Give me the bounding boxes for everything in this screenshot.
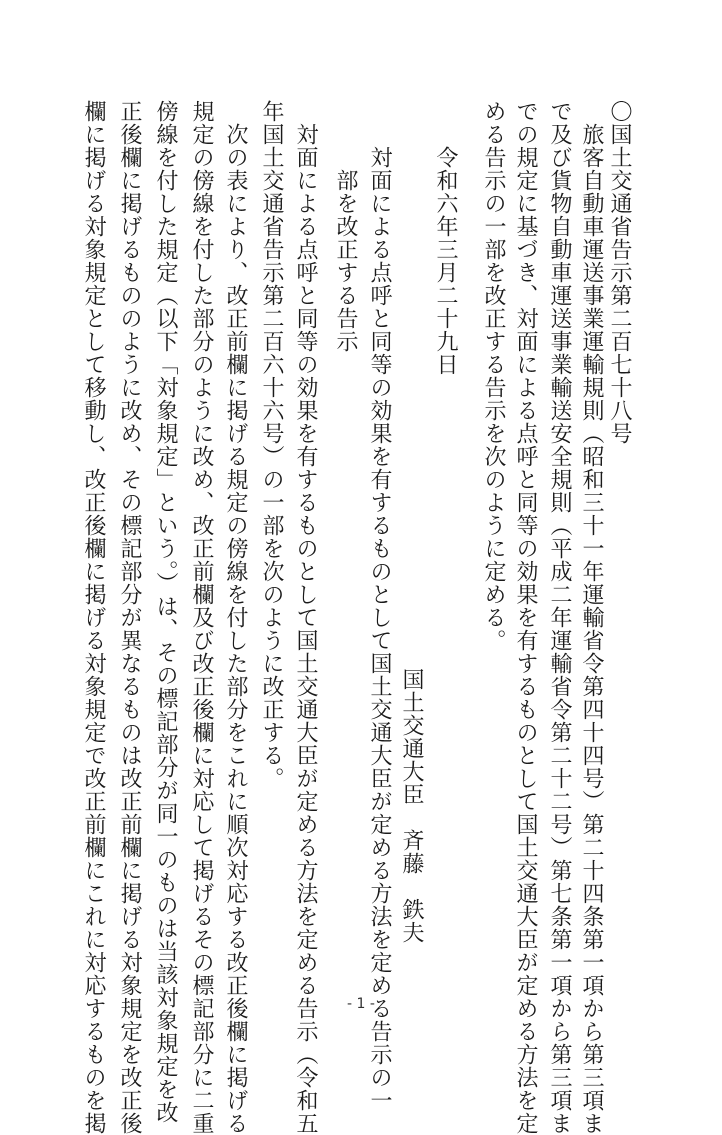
notice-title: 〇国土交通省告示第二百七十八号 xyxy=(607,100,632,445)
body-line: 次の表により、改正前欄に掲げる規定の傍線を付した部分をこれに順次対応する改正後欄に掲げる xyxy=(223,100,248,1135)
body-line: 旅客自動車運送事業運輸規則（昭和三十一年運輸省令第四十四号）第二十四条第一項から第三項ま xyxy=(579,100,604,1135)
body-line: 規定の傍線を付した部分のように改め、改正前欄及び改正後欄に対応して掲げるその標記部分に二重 xyxy=(189,100,214,1135)
body-line: 欄に掲げる対象規定として移動し、改正後欄に掲げる対象規定で改正前欄にこれに対応するものを掲 xyxy=(81,100,106,1135)
page-number: - 1 - xyxy=(347,996,375,1012)
date-line: 令和六年三月二十九日 xyxy=(433,100,458,376)
body-line: 正後欄に掲げるもののように改め、その標記部分が異なるものは改正前欄に掲げる対象規定を改正後 xyxy=(117,100,142,1135)
notice-subject-line: 部を改正する告示 xyxy=(333,100,358,353)
minister-signature: 国土交通大臣 斉藤 鉄夫 xyxy=(399,668,424,944)
body-line: 対面による点呼と同等の効果を有するものとして国土交通大臣が定める方法を定める告示（令和五 xyxy=(293,100,318,1135)
notice-subject-line: 対面による点呼と同等の効果を有するものとして国土交通大臣が定める方法を定める告示の一 xyxy=(367,100,392,1112)
body-line: 年国土交通省告示第二百六十六号）の一部を次のように改正する。 xyxy=(259,100,284,790)
body-line: 傍線を付した規定（以下「対象規定」という。）は、その標記部分が同一のものは当該対象規定を改 xyxy=(153,100,178,1124)
body-line: で及び貨物自動車運送事業輸送安全規則（平成二年運輸省令第二十二号）第七条第一項から第三項ま xyxy=(547,100,572,1135)
body-line: める告示の一部を改正する告示を次のように定める。 xyxy=(481,100,506,652)
body-line: での規定に基づき、対面による点呼と同等の効果を有するものとして国土交通大臣が定める方法を定 xyxy=(513,100,538,1135)
